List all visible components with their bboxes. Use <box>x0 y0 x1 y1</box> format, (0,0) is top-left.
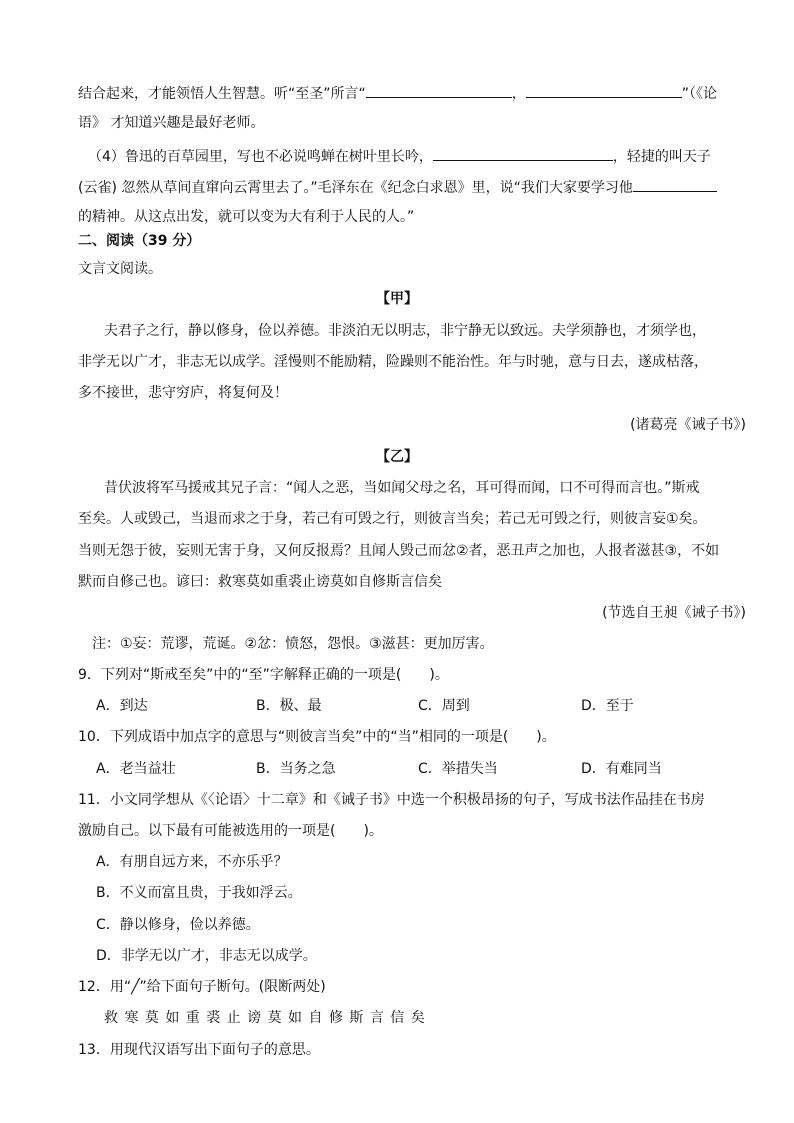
question-11-option-a[interactable]: A．有朋自远方来，不亦乐乎？ <box>96 854 288 870</box>
text: 结合起来，才能领悟人生智慧。听“至圣”所言“ <box>78 86 366 102</box>
question-9-option-b[interactable]: B．极、最 <box>256 698 322 714</box>
question-9-stem: 9．下列对“斯戒至矣”中的“至”字解释正确的一项是( )。 <box>78 667 449 683</box>
question-11-option-c[interactable]: C．静以修身，俭以养德。 <box>96 917 260 933</box>
passage-yi-line: 昔伏波将军马援戒其兄子言：“闻人之恶，当如闻父母之名，耳可得而闻，口不可得而言也。”斯戒 <box>104 480 700 496</box>
text: (云雀) 忽然从草间直窜向云霄里去了。”毛泽东在《纪念白求恩》里，说“我们大家要学习他 <box>78 180 633 196</box>
passage-yi-note: 注：①妄：荒谬，荒诞。②忿：愤怒，怨恨。③滋甚：更加厉害。 <box>92 636 494 652</box>
fill-line-4 <box>78 177 717 197</box>
question-10-option-a[interactable]: A．老当益壮 <box>96 761 176 777</box>
fill-line-2: 语》 才知道兴趣是最好老师。 <box>78 115 265 131</box>
question-9-option-d[interactable]: D．至于 <box>581 698 634 714</box>
question-11-option-b[interactable]: B．不义而富且贵，于我如浮云。 <box>96 885 302 901</box>
passage-yi-title: 【乙】 <box>376 449 418 465</box>
fill-line-1 <box>78 83 717 103</box>
question-13-stem: 13．用现代汉语写出下面句子的意思。 <box>78 1042 320 1058</box>
passage-jia-line: 夫君子之行，静以修身，俭以养德。非淡泊无以明志，非宁静无以致远。夫学须静也，才须学也， <box>104 323 706 339</box>
section-subheading: 文言文阅读。 <box>78 261 162 277</box>
passage-yi-source: (节选自王昶《诫子书》) <box>602 605 746 621</box>
answer-blank[interactable] <box>433 146 613 161</box>
passage-jia-title: 【甲】 <box>376 291 418 307</box>
fill-line-3 <box>88 146 711 166</box>
question-11-stem: 11．小文同学想从《〈论语〉十二章》和《诫子书》中选一个积极昂扬的句子，写成书法作品挂在书房 <box>78 792 705 808</box>
passage-yi-line: 至矣。人或毁己，当退而求之于身，若己有可毁之行，则彼言当矣；若己无可毁之行，则彼言妄①矣。 <box>78 511 707 527</box>
passage-jia-line: 多不接世，悲守穷庐，将复何及！ <box>78 385 288 401</box>
passage-yi-line: 当则无怨于彼，妄则无害于身，又何反报焉？且闻人毁己而忿②者，恶丑声之加也，人报者滋甚③，不如 <box>78 543 720 559</box>
answer-blank[interactable] <box>366 83 512 98</box>
question-9-option-a[interactable]: A．到达 <box>96 698 148 714</box>
question-12-stem: 12．用“╱”给下面句子断句。(限断两处) <box>78 979 326 995</box>
question-10-option-c[interactable]: C．举措失当 <box>418 761 498 777</box>
text: ”（《论 <box>681 86 718 102</box>
question-10-option-d[interactable]: D．有难同当 <box>581 761 662 777</box>
answer-blank[interactable] <box>526 83 682 98</box>
question-12-sentence[interactable]: 救 寒 莫 如 重 裘 止 谤 莫 如 自 修 斯 言 信 矣 <box>104 1010 426 1026</box>
question-10-stem: 10．下列成语中加点字的意思与“则彼言当矣”中的“当”相同的一项是( )。 <box>78 729 556 745</box>
text: ， <box>511 86 526 102</box>
passage-jia-line: 非学无以广才，非志无以成学。淫慢则不能励精，险躁则不能治性。年与时驰，意与日去，遂成枯落， <box>78 354 708 370</box>
question-10-option-b[interactable]: B．当务之急 <box>256 761 336 777</box>
question-11-option-d[interactable]: D．非学无以广才，非志无以成学。 <box>96 948 317 964</box>
text: ，轻捷的叫天子 <box>612 149 711 165</box>
section-heading: 二、阅读（39 分） <box>78 233 201 249</box>
question-11-stem: 激励自己。以下最有可能被选用的一项是( )。 <box>78 823 383 839</box>
text: （4）鲁迅的百草园里，写也不必说鸣蝉在树叶里长吟， <box>88 149 433 165</box>
passage-jia-source: (诸葛亮《诫子书》) <box>630 417 746 433</box>
passage-yi-line: 默而自修己也。谚曰：救寒莫如重裘止谤莫如自修斯言信矣 <box>78 574 442 590</box>
answer-blank[interactable] <box>633 177 717 192</box>
fill-line-5: 的精神。从这点出发，就可以变为大有利于人民的人。” <box>78 209 415 225</box>
question-9-option-c[interactable]: C．周到 <box>418 698 470 714</box>
